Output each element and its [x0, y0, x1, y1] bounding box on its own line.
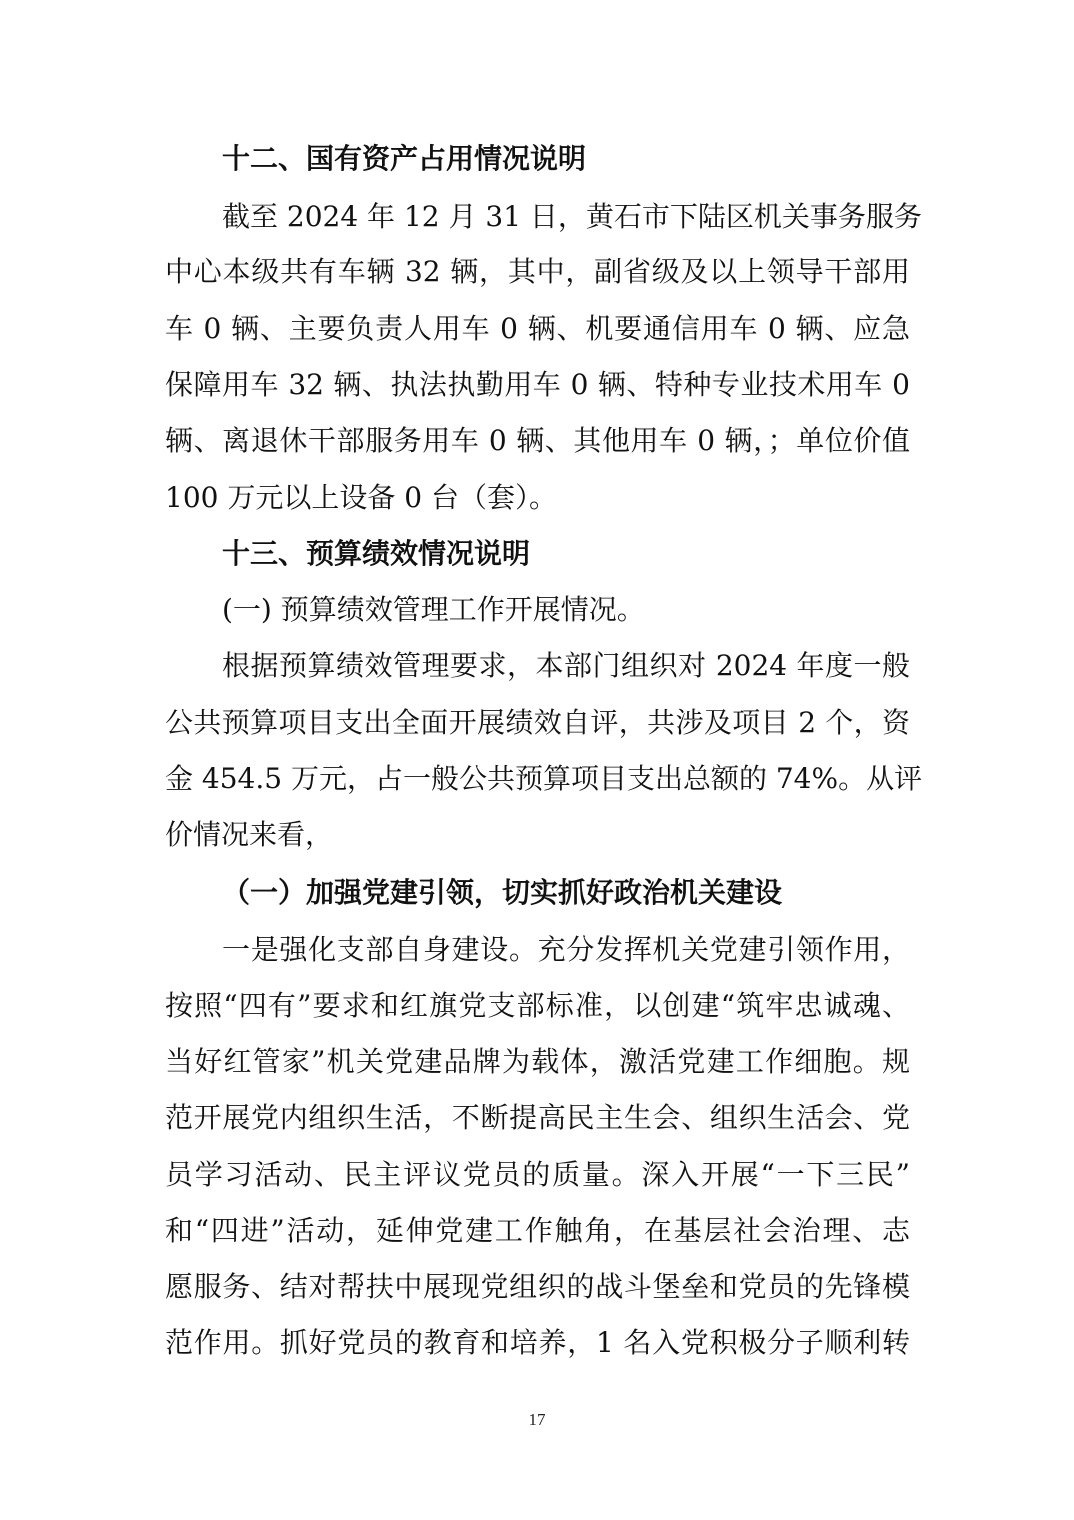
paragraph-line: 金 454.5 万元，占一般公共预算项目支出总额的 74%。从评	[165, 762, 923, 795]
paragraph-line: 当好红管家”机关党建品牌为载体，激活党建工作细胞。规	[165, 1045, 910, 1078]
paragraph-line: 按照“四有”要求和红旗党支部标准，以创建“筑牢忠诚魂、	[165, 989, 910, 1022]
paragraph-line: 愿服务、结对帮扶中展现党组织的战斗堡垒和党员的先锋模	[165, 1270, 910, 1303]
page-number: 17	[528, 1410, 546, 1429]
paragraph-line: 范作用。抓好党员的教育和培养，1 名入党积极分子顺利转	[165, 1326, 910, 1359]
paragraph-line: 员学习活动、民主评议党员的质量。深入开展“一下三民”	[165, 1158, 910, 1191]
section-heading-performance: 十三、预算绩效情况说明	[222, 537, 531, 570]
section-heading-party-building: （一）加强党建引领，切实抓好政治机关建设	[222, 876, 783, 909]
paragraph-line: 根据预算绩效管理要求，本部门组织对 2024 年度一般	[222, 649, 910, 682]
paragraph-line: 中心本级共有车辆 32 辆，其中，副省级及以上领导干部用	[165, 255, 910, 288]
paragraph-line: 车 0 辆、主要负责人用车 0 辆、机要通信用车 0 辆、应急	[165, 312, 910, 345]
subheading: (一) 预算绩效管理工作开展情况。	[222, 593, 645, 626]
paragraph-line: 保障用车 32 辆、执法执勤用车 0 辆、特种专业技术用车 0	[165, 368, 910, 401]
paragraph-line: 范开展党内组织生活，不断提高民主生会、组织生活会、党	[165, 1101, 910, 1134]
paragraph-line: 截至 2024 年 12 月 31 日，黄石市下陆区机关事务服务	[222, 200, 922, 233]
paragraph-line: 辆、离退休干部服务用车 0 辆、其他用车 0 辆，；单位价值	[165, 424, 910, 457]
section-heading-assets: 十二、国有资产占用情况说明	[222, 142, 587, 175]
paragraph-line: 公共预算项目支出全面开展绩效自评，共涉及项目 2 个，资	[165, 706, 910, 739]
paragraph-line: 100 万元以上设备 0 台（套）。	[165, 481, 557, 514]
paragraph-line: 一是强化支部自身建设。充分发挥机关党建引领作用，	[222, 933, 910, 966]
paragraph-line: 和“四进”活动，延伸党建工作触角，在基层社会治理、志	[165, 1214, 910, 1247]
paragraph-line: 价情况来看，	[165, 818, 334, 851]
